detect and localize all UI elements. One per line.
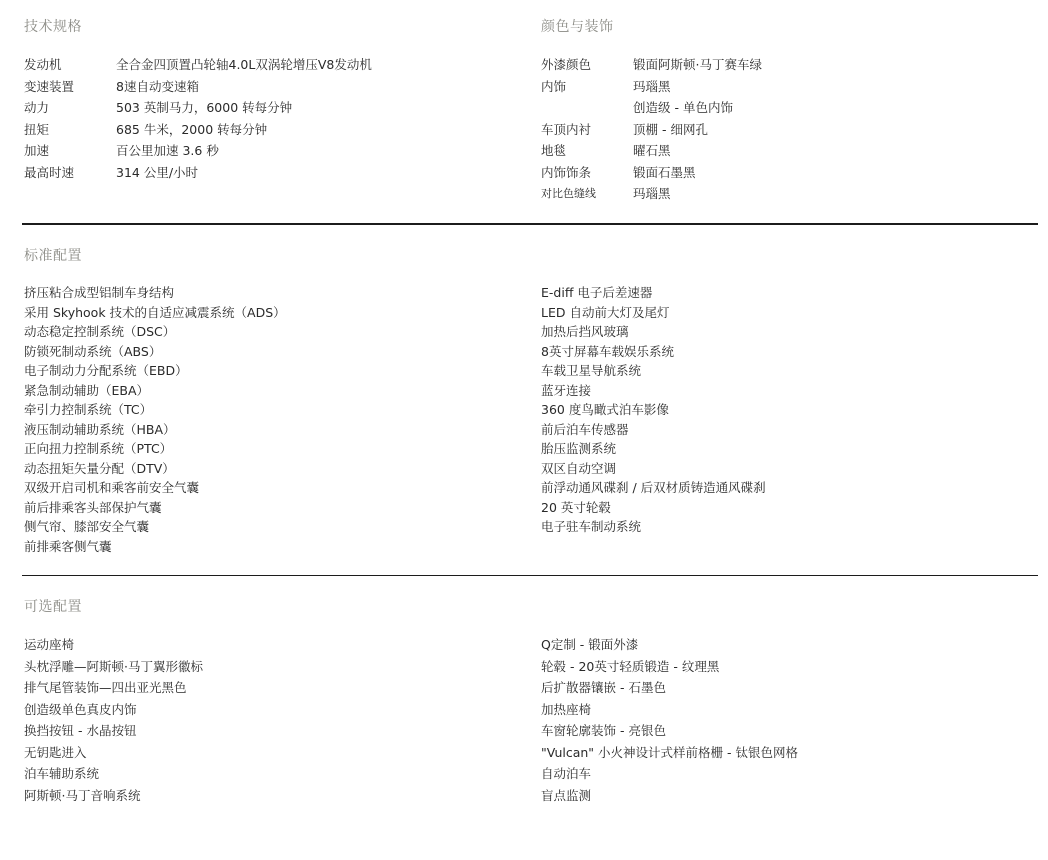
colors-trim-heading: 颜色与装饰 <box>541 19 614 35</box>
spec-key: 发动机 <box>24 57 62 72</box>
list-item: 盲点监测 <box>541 787 592 803</box>
trim-key: 外漆颜色 <box>541 57 592 72</box>
list-item: 双区自动空调 <box>541 460 617 476</box>
list-item: 双级开启司机和乘客前安全气囊 <box>24 480 200 495</box>
list-item: 阿斯顿·马丁音响系统 <box>24 787 141 803</box>
section-divider <box>22 223 1038 225</box>
list-item: 后扩散器镶嵌 - 石墨色 <box>541 680 666 695</box>
trim-key: 地毯 <box>541 143 567 158</box>
list-item: 侧气帘、膝部安全气囊 <box>24 519 150 534</box>
trim-row <box>541 183 762 205</box>
list-item: 无钥匙进入 <box>24 744 87 760</box>
list-item: 加热后挡风玻璃 <box>541 324 629 339</box>
list-item: 8英寸屏幕车载娱乐系统 <box>541 343 674 359</box>
list-item: Q定制 - 锻面外漆 <box>541 637 639 652</box>
list-item: 电子驻车制动系统 <box>541 519 642 534</box>
list-item: 轮毂 - 20英寸轻质锻造 - 纹理黑 <box>541 658 720 674</box>
spec-key: 加速 <box>24 143 50 158</box>
list-item: 20 英寸轮毂 <box>541 499 611 515</box>
list-item: 换挡按钮 - 水晶按钮 <box>24 723 137 738</box>
list-item: 蓝牙连接 <box>541 382 592 398</box>
optional-list-right <box>541 634 798 806</box>
list-item: LED 自动前大灯及尾灯 <box>541 304 670 320</box>
standard-list-left <box>24 283 286 556</box>
spec-row <box>24 54 372 76</box>
list-item: 车窗轮廓装饰 - 亮银色 <box>541 723 666 738</box>
list-item: 挤压粘合成型铝制车身结构 <box>24 285 175 300</box>
trim-value: 玛瑙黑 <box>633 78 671 94</box>
trim-row <box>541 97 762 119</box>
list-item: 胎压监测系统 <box>541 441 617 456</box>
spec-key: 变速装置 <box>24 78 75 94</box>
spec-row <box>24 162 372 184</box>
trim-key: 车顶内衬 <box>541 121 592 137</box>
spec-row <box>24 119 372 141</box>
list-item: 动态扭矩矢量分配（DTV） <box>24 460 175 476</box>
trim-value: 锻面石墨黑 <box>633 164 696 180</box>
list-item: 排气尾管装饰—四出亚光黑色 <box>24 680 187 695</box>
trim-key: 内饰 <box>541 78 567 94</box>
list-item: E-diff 电子后差速器 <box>541 285 653 300</box>
list-item: 创造级单色真皮内饰 <box>24 701 137 717</box>
section-divider <box>22 575 1038 576</box>
list-item: 加热座椅 <box>541 701 592 717</box>
spec-value: 全合金四顶置凸轮轴4.0L双涡轮增压V8发动机 <box>116 57 372 72</box>
list-item: 自动泊车 <box>541 766 592 781</box>
spec-value: 685 牛米，2000 转每分钟 <box>116 121 268 137</box>
tech-specs-list <box>24 54 372 183</box>
list-item: 前排乘客侧气囊 <box>24 538 112 554</box>
optional-list-left <box>24 634 203 806</box>
list-item: 正向扭力控制系统（PTC） <box>24 441 173 456</box>
list-item: 前后泊车传感器 <box>541 421 629 437</box>
list-item: 紧急制动辅助（EBA） <box>24 382 150 398</box>
standard-heading: 标准配置 <box>24 248 82 264</box>
list-item: 360 度鸟瞰式泊车影像 <box>541 402 669 417</box>
tech-specs-heading: 技术规格 <box>24 19 82 35</box>
trim-row <box>541 162 762 184</box>
list-item: 前后排乘客头部保护气囊 <box>24 499 162 515</box>
list-item: 电子制动力分配系统（EBD） <box>24 363 188 378</box>
spec-value: 8速自动变速箱 <box>116 78 199 94</box>
trim-value: 玛瑙黑 <box>633 186 671 201</box>
trim-key <box>541 97 633 119</box>
list-item: 泊车辅助系统 <box>24 766 100 781</box>
trim-key: 对比色缝线 <box>541 187 596 200</box>
spec-value: 百公里加速 3.6 秒 <box>116 143 219 158</box>
trim-row <box>541 76 762 98</box>
list-item: 牵引力控制系统（TC） <box>24 402 153 417</box>
trim-value: 锻面阿斯顿·马丁赛车绿 <box>633 57 762 72</box>
list-item: 动态稳定控制系统（DSC） <box>24 324 176 339</box>
list-item: 头枕浮雕—阿斯顿·马丁翼形徽标 <box>24 658 203 674</box>
spec-row <box>24 76 372 98</box>
standard-list-right <box>541 283 766 537</box>
list-item: 车载卫星导航系统 <box>541 363 642 378</box>
trim-row <box>541 119 762 141</box>
trim-row <box>541 140 762 162</box>
spec-value: 314 公里/小时 <box>116 164 199 180</box>
spec-row <box>24 140 372 162</box>
trim-value: 曜石黑 <box>633 143 671 158</box>
spec-row <box>24 97 372 119</box>
spec-key: 扭矩 <box>24 121 50 137</box>
trim-value: 顶棚 - 细网孔 <box>633 121 708 137</box>
colors-trim-list <box>541 54 762 205</box>
spec-key: 最高时速 <box>24 164 75 180</box>
list-item: 运动座椅 <box>24 637 75 652</box>
spec-key: 动力 <box>24 100 50 115</box>
list-item: "Vulcan" 小火神设计式样前格栅 - 钛银色网格 <box>541 744 798 760</box>
trim-value: 创造级 - 单色内饰 <box>633 100 733 115</box>
list-item: 采用 Skyhook 技术的自适应减震系统（ADS） <box>24 304 286 320</box>
optional-heading: 可选配置 <box>24 599 82 615</box>
spec-value: 503 英制马力，6000 转每分钟 <box>116 100 293 115</box>
list-item: 液压制动辅助系统（HBA） <box>24 421 176 437</box>
trim-key: 内饰饰条 <box>541 164 592 180</box>
list-item: 前浮动通风碟刹 / 后双材质铸造通风碟刹 <box>541 480 766 495</box>
list-item: 防锁死制动系统（ABS） <box>24 343 162 359</box>
trim-row <box>541 54 762 76</box>
